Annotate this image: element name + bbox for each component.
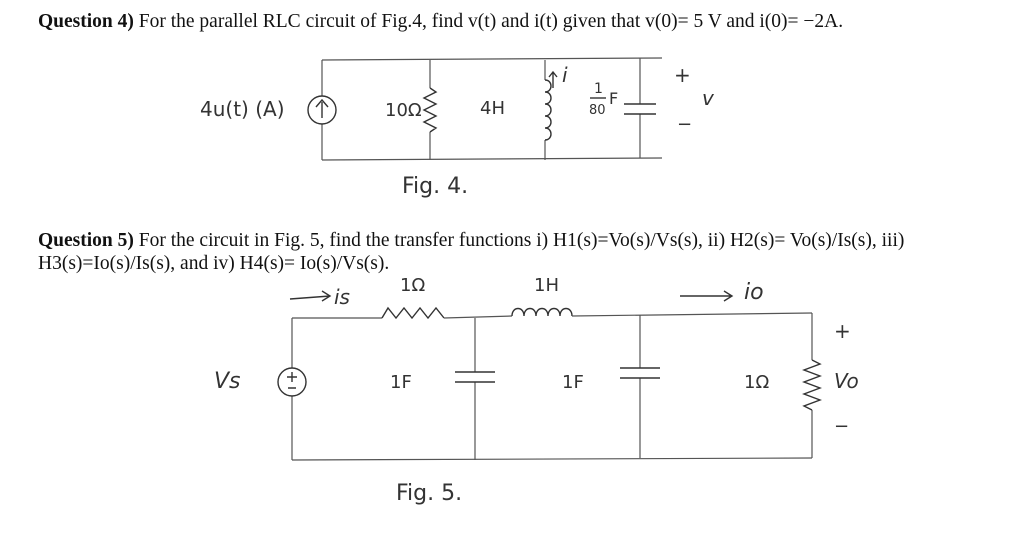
fig5-plus-sign: +	[834, 319, 851, 343]
fig5-caption: Fig. 5.	[396, 481, 463, 506]
second-capacitor-symbol	[620, 368, 660, 378]
fig4-bottom-wire	[322, 158, 662, 160]
fig4-caption: Fig. 4.	[402, 174, 469, 199]
current-direction-arrow	[549, 72, 557, 88]
fig5-top-wire-middle	[444, 316, 512, 318]
is-label: is	[334, 285, 350, 309]
voltage-source-polarity	[287, 372, 297, 388]
voltage-label: v	[702, 86, 714, 110]
vs-label: Vs	[214, 369, 241, 394]
figure-4-circuit	[200, 58, 715, 199]
fig4-resistor-symbol	[424, 88, 436, 132]
first-capacitor-symbol	[455, 372, 495, 382]
capacitance-denominator: 80	[589, 103, 606, 118]
first-capacitor-label: 1F	[390, 372, 412, 393]
series-resistor-label: 1Ω	[400, 275, 426, 296]
io-label: io	[744, 280, 764, 305]
question-5-line-2: H3(s)=Io(s)/Is(s), and iv) H4(s)= Io(s)/Vs(s).	[38, 253, 390, 274]
vo-label: Vo	[834, 369, 859, 393]
question-5-label: Question 5)	[38, 230, 134, 251]
question-4-text: For the parallel RLC circuit of Fig.4, find v(t) and i(t) given that v(0)= 5 V and i(0)= −2A.	[138, 11, 844, 32]
question-5-text: For the circuit in Fig. 5, find the transfer functions i) H1(s)=Vo(s)/Vs(s), ii) H2(s)= Vo(s)/Is(s), iii)	[138, 230, 905, 251]
load-resistor-symbol	[804, 360, 820, 410]
load-resistor-label: 1Ω	[744, 372, 770, 393]
figure-5-circuit	[214, 275, 859, 506]
capacitance-numerator: 1	[594, 81, 603, 97]
fig4-capacitor-symbol	[624, 104, 656, 114]
current-source-arrow	[316, 100, 328, 118]
current-source-label: 4u(t) (A)	[200, 97, 285, 121]
is-direction-arrow	[290, 291, 330, 301]
fig5-minus-sign: −	[834, 416, 850, 437]
fig4-resistor-label: 10Ω	[385, 100, 422, 121]
current-label: i	[562, 63, 568, 87]
fig5-bottom-wire	[292, 458, 812, 460]
series-resistor-symbol	[382, 308, 444, 318]
io-direction-arrow	[680, 291, 732, 301]
fig5-top-wire-right	[572, 313, 812, 316]
fig4-plus-sign: +	[674, 63, 691, 87]
second-capacitor-label: 1F	[562, 372, 584, 393]
capacitance-unit: F	[609, 89, 619, 108]
fig4-top-wire	[322, 58, 662, 60]
fig4-inductor-symbol	[545, 80, 551, 140]
fig4-inductor-label: 4H	[480, 98, 505, 119]
series-inductor-symbol	[512, 309, 572, 317]
fig4-minus-sign: −	[677, 114, 693, 135]
question-4-label: Question 4)	[38, 11, 134, 32]
series-inductor-label: 1H	[534, 275, 559, 296]
